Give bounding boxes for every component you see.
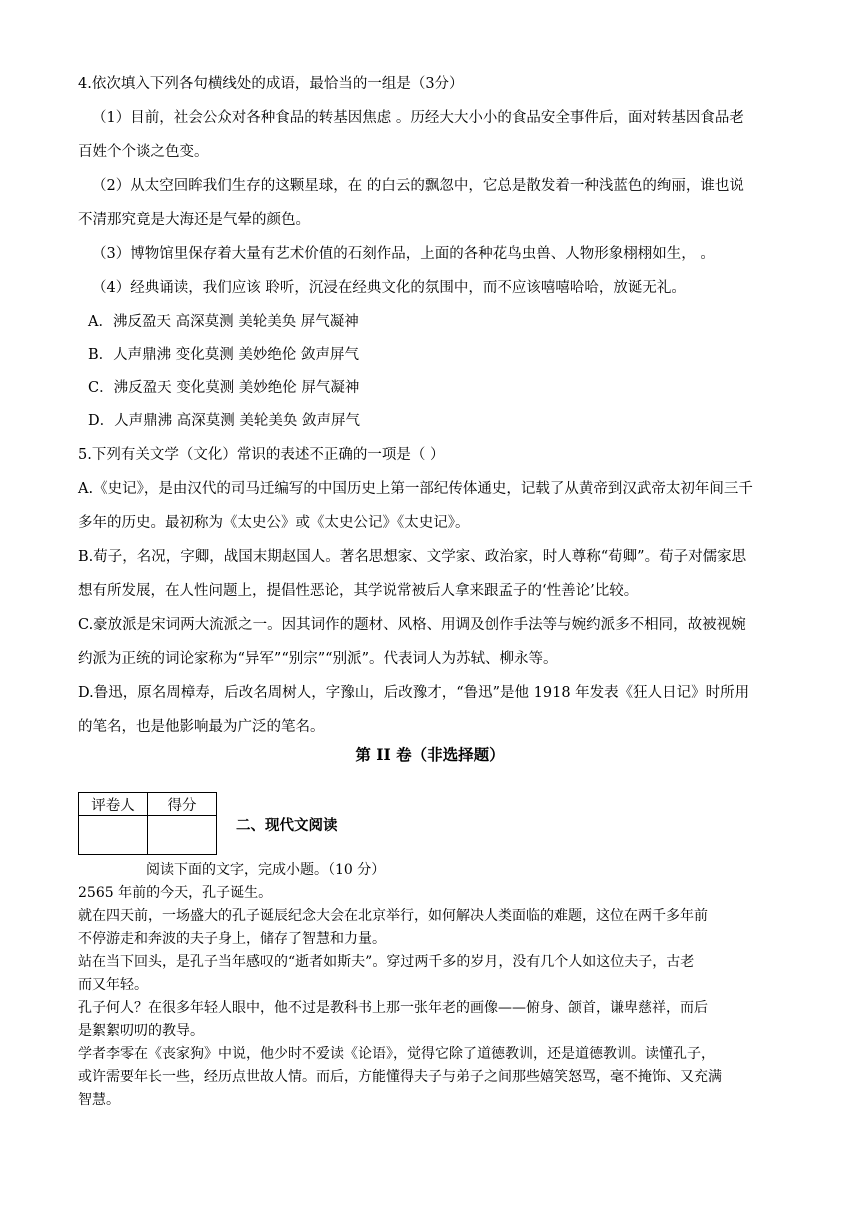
passage-line: 或许需要年长一些，经历点世故人情。而后，方能懂得夫子与弟子之间那些嬉笑怒骂，毫不掩饰、又充满 [78, 1069, 722, 1085]
volume-title: 第 II 卷（非选择题） [355, 745, 505, 764]
q4-sentence-1-cont: 百姓个个谈之色变。 [78, 144, 209, 160]
q5-option-d-cont: 的笔名，也是他影响最为广泛的笔名。 [78, 719, 325, 735]
reviewer-cell [79, 816, 148, 855]
passage-line: 站在当下回头，是孔子当年感叹的“逝者如斯夫”。穿过两千多的岁月，没有几个人如这位夫子，古老 [78, 954, 695, 970]
q5-option-b-cont: 想有所发展，在人性问题上，提倡性恶论，其学说常被后人拿来跟孟子的‘性善论’比较。 [78, 583, 639, 599]
section-title: 二、现代文阅读 [236, 817, 338, 834]
passage-line: 而又年轻。 [78, 977, 148, 993]
q4-option-d: D．人声鼎沸 高深莫测 美轮美奂 敛声屏气 [88, 413, 360, 429]
passage-line: 智慧。 [78, 1092, 120, 1108]
q5-stem: 5.下列有关文学（文化）常识的表述不正确的一项是（ ） [78, 447, 445, 463]
q4-sentence-1: （1）目前，社会公众对各种食品的转基因焦虑 。历经大大小小的食品安全事件后，面对转基因食品老 [92, 110, 744, 126]
q5-option-b: B.荀子，名况，字卿，战国末期赵国人。著名思想家、文学家、政治家，时人尊称“荀卿”。荀子对儒家思 [78, 549, 747, 565]
passage-line: 学者李零在《丧家狗》中说，他少时不爱读《论语》，觉得它除了道德教训，还是道德教训。读懂孔子， [78, 1046, 715, 1062]
q5-option-c: C.豪放派是宋词两大流派之一。因其词作的题材、风格、用调及创作手法等与婉约派多不相同，故被视婉 [78, 617, 746, 633]
q4-sentence-2-cont: 不清那究竟是大海还是气晕的颜色。 [78, 212, 310, 228]
q5-option-d: D.鲁迅，原名周樟寿，后改名周树人，字豫山，后改豫才，“鲁迅”是他 1918 年发表《狂人日记》时所用 [78, 685, 750, 701]
score-cell [148, 816, 217, 855]
score-table [78, 792, 217, 855]
q4-sentence-3: （3）博物馆里保存着大量有艺术价值的石刻作品，上面的各种花鸟虫兽、人物形象栩栩如生， 。 [92, 246, 715, 262]
q5-option-a: A.《史记》，是由汉代的司马迁编写的中国历史上第一部纪传体通史，记载了从黄帝到汉武帝太初年间三千 [78, 481, 753, 497]
q4-option-a: A．沸反盈天 高深莫测 美轮美奂 屏气凝神 [88, 314, 359, 330]
passage-line: 就在四天前，一场盛大的孔子诞辰纪念大会在北京举行，如何解决人类面临的难题，这位在两千多年前 [78, 908, 708, 924]
q4-sentence-4: （4）经典诵读，我们应该 聆听，沉浸在经典文化的氛围中，而不应该嘻嘻哈哈，放诞无礼。 [92, 280, 686, 296]
passage-line: 不停游走和奔波的夫子身上，储存了智慧和力量。 [78, 931, 386, 947]
passage-line: 孔子何人？在很多年轻人眼中，他不过是教科书上那一张年老的画像——俯身、颌首，谦卑慈祥，而后 [78, 1000, 708, 1016]
q4-option-b: B．人声鼎沸 变化莫测 美妙绝伦 敛声屏气 [88, 347, 359, 363]
passage-line: 2565 年前的今天，孔子诞生。 [78, 885, 273, 901]
score-header: 得分 [148, 793, 217, 816]
q4-option-c: C．沸反盈天 变化莫测 美妙绝伦 屏气凝神 [88, 380, 360, 396]
reviewer-header: 评卷人 [79, 793, 148, 816]
q4-sentence-2: （2）从太空回眸我们生存的这颗星球，在 的白云的飘忽中，它总是散发着一种浅蓝色的绚丽，谁也说 [92, 178, 744, 194]
passage-line: 是絮絮叨叨的教导。 [78, 1023, 204, 1039]
passage-instruction: 阅读下面的文字，完成小题。（10 分） [146, 862, 386, 878]
q4-stem: 4.依次填入下列各句横线处的成语，最恰当的一组是（3分） [78, 76, 464, 92]
q5-option-a-cont: 多年的历史。最初称为《太史公》或《太史公记》《太史记》。 [78, 515, 470, 531]
q5-option-c-cont: 约派为正统的词论家称为“异军”“别宗”“别派”。代表词人为苏轼、柳永等。 [78, 651, 558, 667]
